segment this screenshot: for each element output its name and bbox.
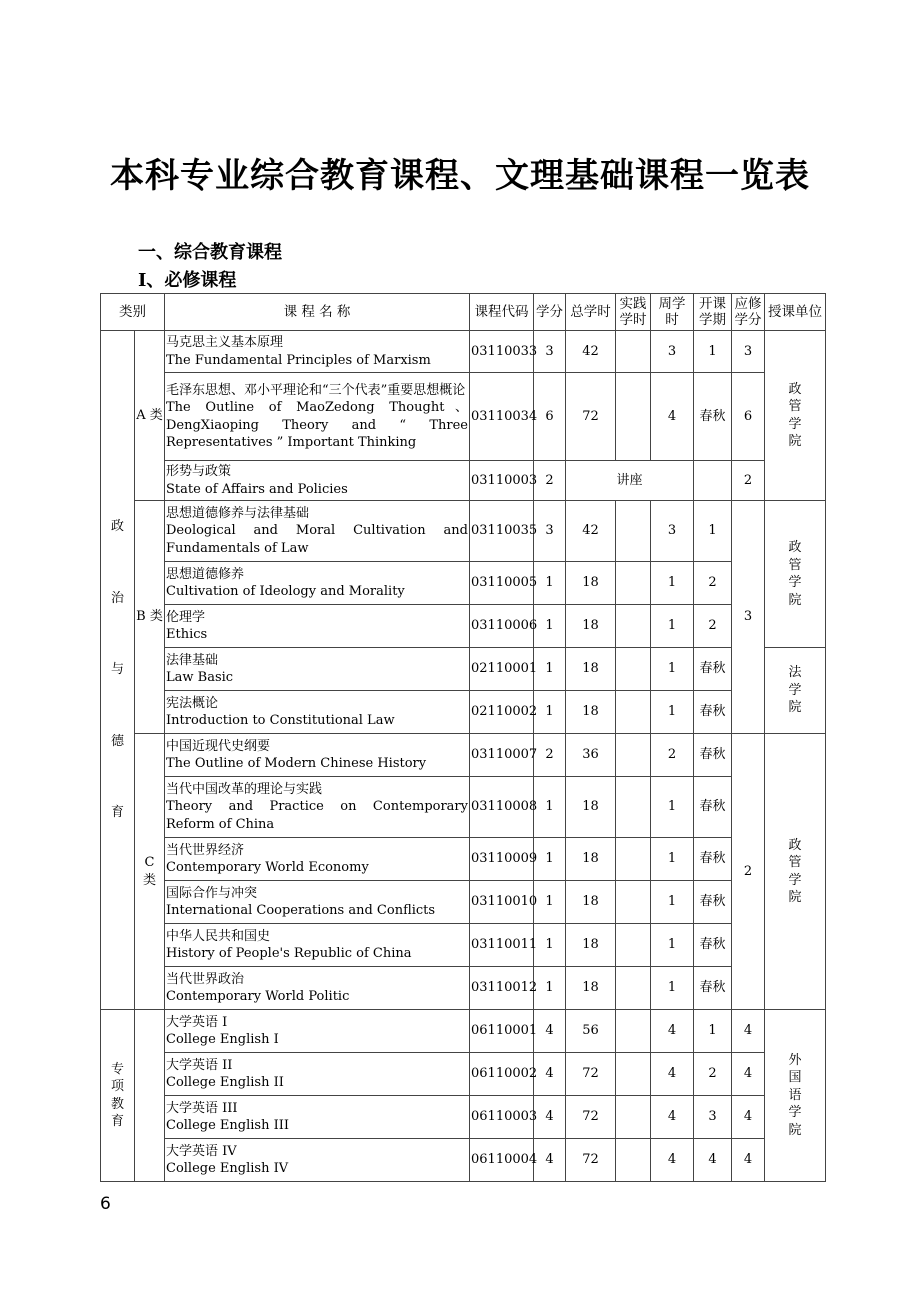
table-row: [101, 373, 826, 461]
table-row: [101, 1010, 826, 1053]
course-weekly: 1: [651, 777, 694, 838]
table-row: [101, 562, 826, 605]
course-required: 2: [732, 734, 765, 1010]
course-weekly: 3: [651, 331, 694, 373]
course-hours: 18: [566, 838, 616, 881]
course-credit: 2: [534, 461, 566, 501]
header-category: 类别: [101, 294, 165, 331]
course-term: 春秋: [694, 924, 732, 967]
course-code: 03110007: [470, 734, 534, 777]
course-required: 4: [732, 1010, 765, 1053]
course-term: 春秋: [694, 838, 732, 881]
course-credit: 1: [534, 648, 566, 691]
course-name: 大学英语 I College English I: [165, 1010, 470, 1053]
table-row: [101, 691, 826, 734]
course-weekly: 2: [651, 734, 694, 777]
table-row: [101, 967, 826, 1010]
course-practice: [616, 838, 651, 881]
course-term: 2: [694, 605, 732, 648]
page-title: 本科专业综合教育课程、文理基础课程一览表: [110, 156, 810, 196]
course-name: 当代世界政治 Contemporary World Politic: [165, 967, 470, 1010]
group-political-moral: 政 治 与 德 育: [101, 331, 135, 1010]
course-hours: 36: [566, 734, 616, 777]
course-weekly: 3: [651, 501, 694, 562]
course-hours: 72: [566, 1139, 616, 1182]
course-practice: [616, 373, 651, 461]
course-practice: [616, 1053, 651, 1096]
subgroup-b: B 类: [135, 501, 165, 734]
course-name: 思想道德修养与法律基础 Deological and Moral Cultivation and Fundamentals of Law: [165, 501, 470, 562]
subgroup-a: A 类: [135, 331, 165, 501]
course-code: 06110003: [470, 1096, 534, 1139]
course-credit: 3: [534, 331, 566, 373]
unit-zhengguan-b: 政 管 学 院: [765, 501, 826, 648]
header-weekly-hours: 周学时: [651, 294, 694, 331]
course-code: 06110004: [470, 1139, 534, 1182]
course-hours: 18: [566, 777, 616, 838]
course-practice: [616, 331, 651, 373]
course-credit: 1: [534, 691, 566, 734]
course-weekly: 4: [651, 373, 694, 461]
course-weekly: 1: [651, 924, 694, 967]
course-credit: 1: [534, 777, 566, 838]
table-row: [101, 924, 826, 967]
course-hours: 18: [566, 562, 616, 605]
page-number: 6: [100, 1194, 111, 1214]
course-credit: 6: [534, 373, 566, 461]
course-credit: 1: [534, 562, 566, 605]
course-code: 03110010: [470, 881, 534, 924]
header-term: 开课 学期: [694, 294, 732, 331]
course-practice: [616, 1096, 651, 1139]
course-code: 06110002: [470, 1053, 534, 1096]
table-row: [101, 605, 826, 648]
course-code: 03110003: [470, 461, 534, 501]
course-code: 03110006: [470, 605, 534, 648]
course-hours: 42: [566, 501, 616, 562]
course-name: 大学英语 II College English II: [165, 1053, 470, 1096]
course-hours: 72: [566, 1096, 616, 1139]
course-hours: 18: [566, 605, 616, 648]
course-credit: 1: [534, 967, 566, 1010]
course-credit: 4: [534, 1096, 566, 1139]
table-row: [101, 648, 826, 691]
course-name: 大学英语 III College English III: [165, 1096, 470, 1139]
course-code: 03110008: [470, 777, 534, 838]
unit-zhengguan-a: 政 管 学 院: [765, 331, 826, 501]
course-term: 春秋: [694, 691, 732, 734]
course-weekly: 1: [651, 648, 694, 691]
course-code: 03110005: [470, 562, 534, 605]
course-code: 02110001: [470, 648, 534, 691]
course-credit: 1: [534, 605, 566, 648]
course-code: 03110033: [470, 331, 534, 373]
header-code: 课程代码: [470, 294, 534, 331]
table-row: [101, 331, 826, 373]
header-total-hours: 总学时: [566, 294, 616, 331]
course-required: 4: [732, 1139, 765, 1182]
course-practice: [616, 777, 651, 838]
course-practice: [616, 924, 651, 967]
header-required-credit: 应修 学分: [732, 294, 765, 331]
table-row: [101, 838, 826, 881]
course-weekly: 1: [651, 562, 694, 605]
unit-zhengguan-c: 政 管 学 院: [765, 734, 826, 1010]
section-heading: 一、综合教育课程: [138, 242, 282, 263]
course-code: 03110011: [470, 924, 534, 967]
table-row: [101, 1096, 826, 1139]
course-practice: [616, 967, 651, 1010]
course-name: 伦理学 Ethics: [165, 605, 470, 648]
course-name: 国际合作与冲突 International Cooperations and Conflicts: [165, 881, 470, 924]
table-row: [101, 1053, 826, 1096]
course-required: 6: [732, 373, 765, 461]
course-credit: 4: [534, 1010, 566, 1053]
course-practice: [616, 734, 651, 777]
course-term: 4: [694, 1139, 732, 1182]
course-weekly: 1: [651, 605, 694, 648]
course-practice: [616, 562, 651, 605]
header-credit: 学分: [534, 294, 566, 331]
course-term: 春秋: [694, 777, 732, 838]
course-name: 中华人民共和国史 History of People's Republic of China: [165, 924, 470, 967]
course-code: 03110009: [470, 838, 534, 881]
unit-foreign: 外 国 语 学 院: [765, 1010, 826, 1182]
course-credit: 1: [534, 881, 566, 924]
course-hours: 18: [566, 967, 616, 1010]
table-row: [101, 501, 826, 562]
course-practice: [616, 1010, 651, 1053]
table-row: [101, 461, 826, 501]
course-practice: [616, 1139, 651, 1182]
course-term: 2: [694, 1053, 732, 1096]
course-term: 春秋: [694, 881, 732, 924]
course-weekly: 4: [651, 1096, 694, 1139]
table-row: [101, 777, 826, 838]
course-weekly: 1: [651, 967, 694, 1010]
header-course-name: 课 程 名 称: [165, 294, 470, 331]
unit-law: 法 学 院: [765, 648, 826, 734]
course-name: 大学英语 IV College English IV: [165, 1139, 470, 1182]
course-credit: 1: [534, 838, 566, 881]
course-name: 思想道德修养 Cultivation of Ideology and Morality: [165, 562, 470, 605]
course-hours: 72: [566, 1053, 616, 1096]
course-practice: [616, 648, 651, 691]
course-weekly: 4: [651, 1010, 694, 1053]
course-name: 中国近现代史纲要 The Outline of Modern Chinese History: [165, 734, 470, 777]
course-term: 1: [694, 1010, 732, 1053]
course-hours: 72: [566, 373, 616, 461]
table-row: [101, 734, 826, 777]
header-practice-hours: 实践 学时: [616, 294, 651, 331]
subsection-heading: Ⅰ、必修课程: [138, 270, 237, 291]
course-term: [694, 461, 732, 501]
course-credit: 1: [534, 924, 566, 967]
course-name: 毛泽东思想、邓小平理论和“三个代表”重要思想概论 The Outline of MaoZedong Thought、DengXiaoping Theory and “ Three Representatives ” Important Thinking: [165, 373, 470, 461]
course-credit: 3: [534, 501, 566, 562]
course-code: 06110001: [470, 1010, 534, 1053]
course-hours: 42: [566, 331, 616, 373]
course-term: 1: [694, 501, 732, 562]
course-required: 4: [732, 1096, 765, 1139]
header-unit: 授课单位: [765, 294, 826, 331]
course-term: 春秋: [694, 734, 732, 777]
course-term: 1: [694, 331, 732, 373]
course-name: 法律基础 Law Basic: [165, 648, 470, 691]
course-code: 03110035: [470, 501, 534, 562]
course-weekly: 1: [651, 881, 694, 924]
course-credit: 4: [534, 1053, 566, 1096]
course-required: 3: [732, 331, 765, 373]
course-required: 2: [732, 461, 765, 501]
course-weekly: 1: [651, 838, 694, 881]
course-code: 03110034: [470, 373, 534, 461]
subgroup-empty: [135, 1010, 165, 1182]
course-practice: [616, 605, 651, 648]
table-row: [101, 1139, 826, 1182]
course-weekly: 4: [651, 1139, 694, 1182]
course-required: 3: [732, 501, 765, 734]
course-term: 春秋: [694, 373, 732, 461]
course-hours: 18: [566, 881, 616, 924]
course-hours: 56: [566, 1010, 616, 1053]
course-name: 马克思主义基本原理 The Fundamental Principles of Marxism: [165, 331, 470, 373]
course-hours: 18: [566, 648, 616, 691]
course-weekly: 4: [651, 1053, 694, 1096]
course-table: [100, 293, 826, 1182]
course-name: 当代中国改革的理论与实践 Theory and Practice on Contemporary Reform of China: [165, 777, 470, 838]
course-credit: 2: [534, 734, 566, 777]
course-term: 春秋: [694, 967, 732, 1010]
course-name: 形势与政策 State of Affairs and Policies: [165, 461, 470, 501]
course-hours: 18: [566, 691, 616, 734]
course-required: 4: [732, 1053, 765, 1096]
course-code: 03110012: [470, 967, 534, 1010]
course-code: 02110002: [470, 691, 534, 734]
course-name: 宪法概论 Introduction to Constitutional Law: [165, 691, 470, 734]
lecture-note: 讲座: [566, 461, 694, 501]
subgroup-c: C 类: [135, 734, 165, 1010]
course-name: 当代世界经济 Contemporary World Economy: [165, 838, 470, 881]
course-practice: [616, 691, 651, 734]
course-credit: 4: [534, 1139, 566, 1182]
course-weekly: 1: [651, 691, 694, 734]
group-special-education: 专 项 教 育: [101, 1010, 135, 1182]
course-term: 3: [694, 1096, 732, 1139]
course-term: 春秋: [694, 648, 732, 691]
course-hours: 18: [566, 924, 616, 967]
course-practice: [616, 501, 651, 562]
table-header-row: [101, 294, 826, 331]
course-term: 2: [694, 562, 732, 605]
table-row: [101, 881, 826, 924]
course-practice: [616, 881, 651, 924]
